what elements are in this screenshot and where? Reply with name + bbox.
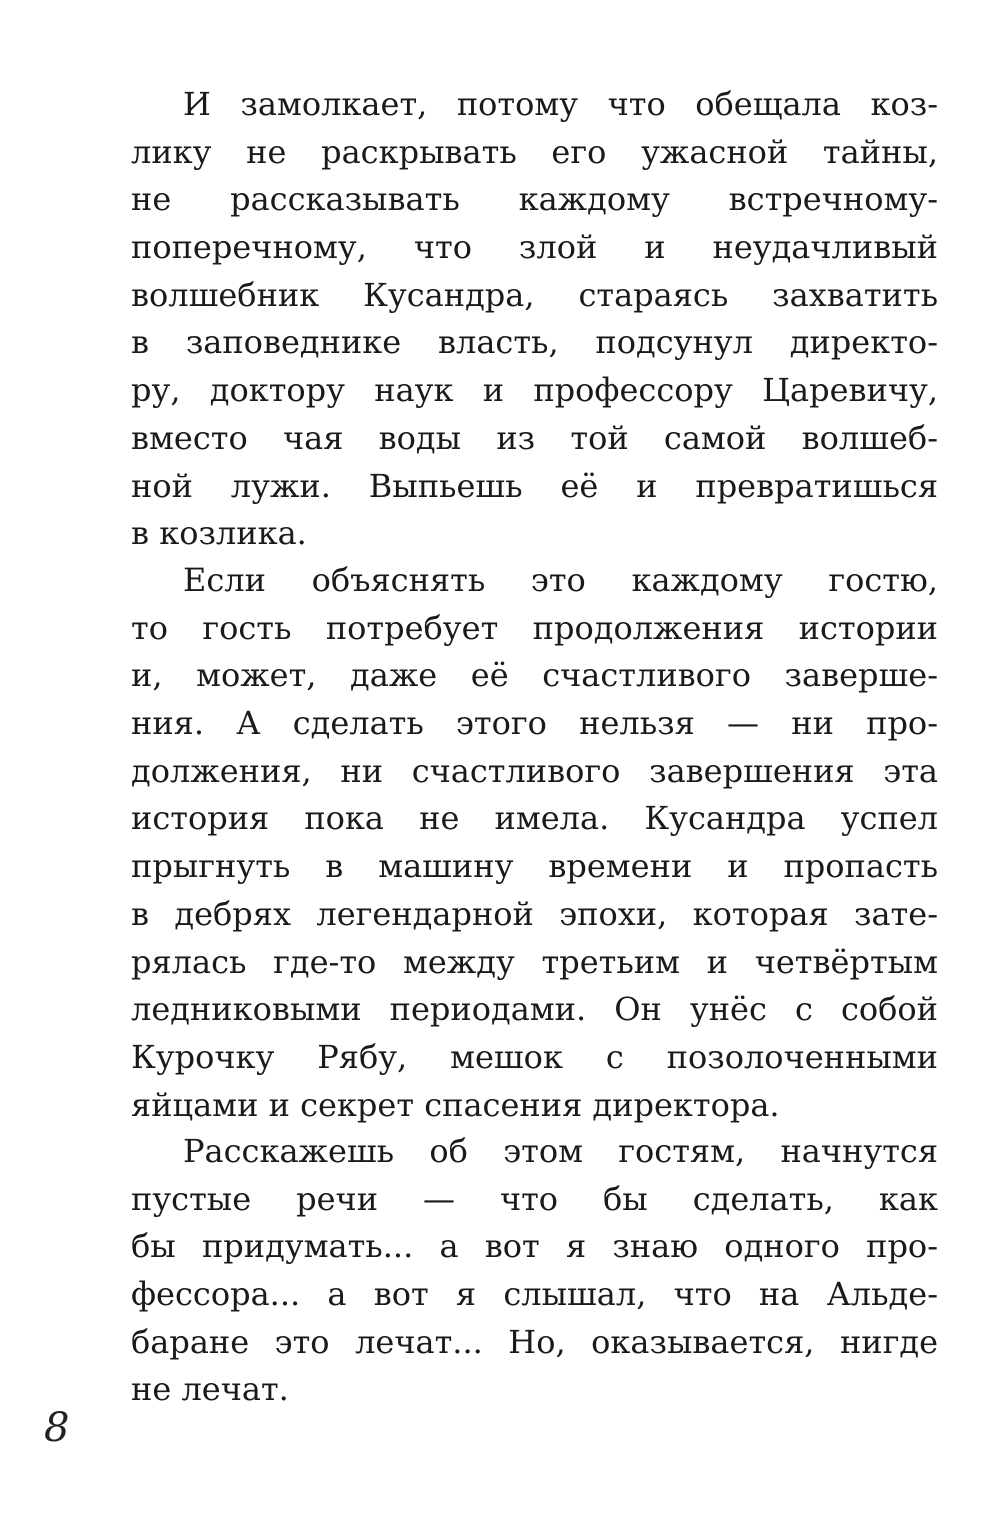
paragraph-3 [131,1128,938,1414]
text-line: не лечат. [131,1370,289,1409]
paragraph-1 [131,81,938,558]
text-line: должения, ни счастливого завершения эта [131,751,938,790]
text-line: Расскажешь об этом гостям, начнутся [183,1132,938,1170]
text-line: то гость потребует продолжения истории [131,608,938,647]
text-line: вместо чая воды из той самой волшеб- [131,418,938,457]
text-line: поперечному, что злой и неудачливый [131,228,938,267]
text-line: Курочку Рябу, мешок с позолоченными [131,1037,938,1076]
text-line: И замолкает, потому что обещала коз- [183,85,938,123]
text-line: не рассказывать каждому встречному- [131,180,938,219]
text-line: ной лужи. Выпьешь её и превратишься [131,466,938,505]
text-line: ледниковыми периодами. Он унёс с собой [131,990,938,1029]
text-line: прыгнуть в машину времени и пропасть [131,847,938,886]
text-line: ру, доктору наук и профессору Царевичу, [131,371,938,410]
text-line: в дебрях легендарной эпохи, которая зате- [131,894,938,933]
text-line: баране это лечат... Но, оказывается, нигде [131,1322,938,1361]
text-line: Если объяснять это каждому гостю, [183,561,938,599]
text-line: фессора... а вот я слышал, что на Альде- [131,1275,938,1314]
text-line: волшебник Кусандра, стараясь захватить [131,275,938,314]
text-line: лику не раскрывать его ужасной тайны, [131,132,938,171]
text-line: и, может, даже её счастливого заверше- [131,656,938,695]
text-line: ния. А сделать этого нельзя — ни про- [131,704,938,743]
text-line: в козлика. [131,514,307,553]
paragraph-2 [131,557,938,1129]
text-line: пустые речи — что бы сделать, как [131,1179,938,1218]
text-line: история пока не имела. Кусандра успел [131,799,938,838]
text-line: в заповеднике власть, подсунул директо- [131,323,938,362]
text-line: рялась где-то между третьим и четвёртым [131,942,938,981]
text-line: бы придумать... а вот я знаю одного про- [131,1227,938,1266]
page-number: 8 [44,1405,70,1451]
text-line: яйцами и секрет спасения директора. [131,1085,780,1124]
